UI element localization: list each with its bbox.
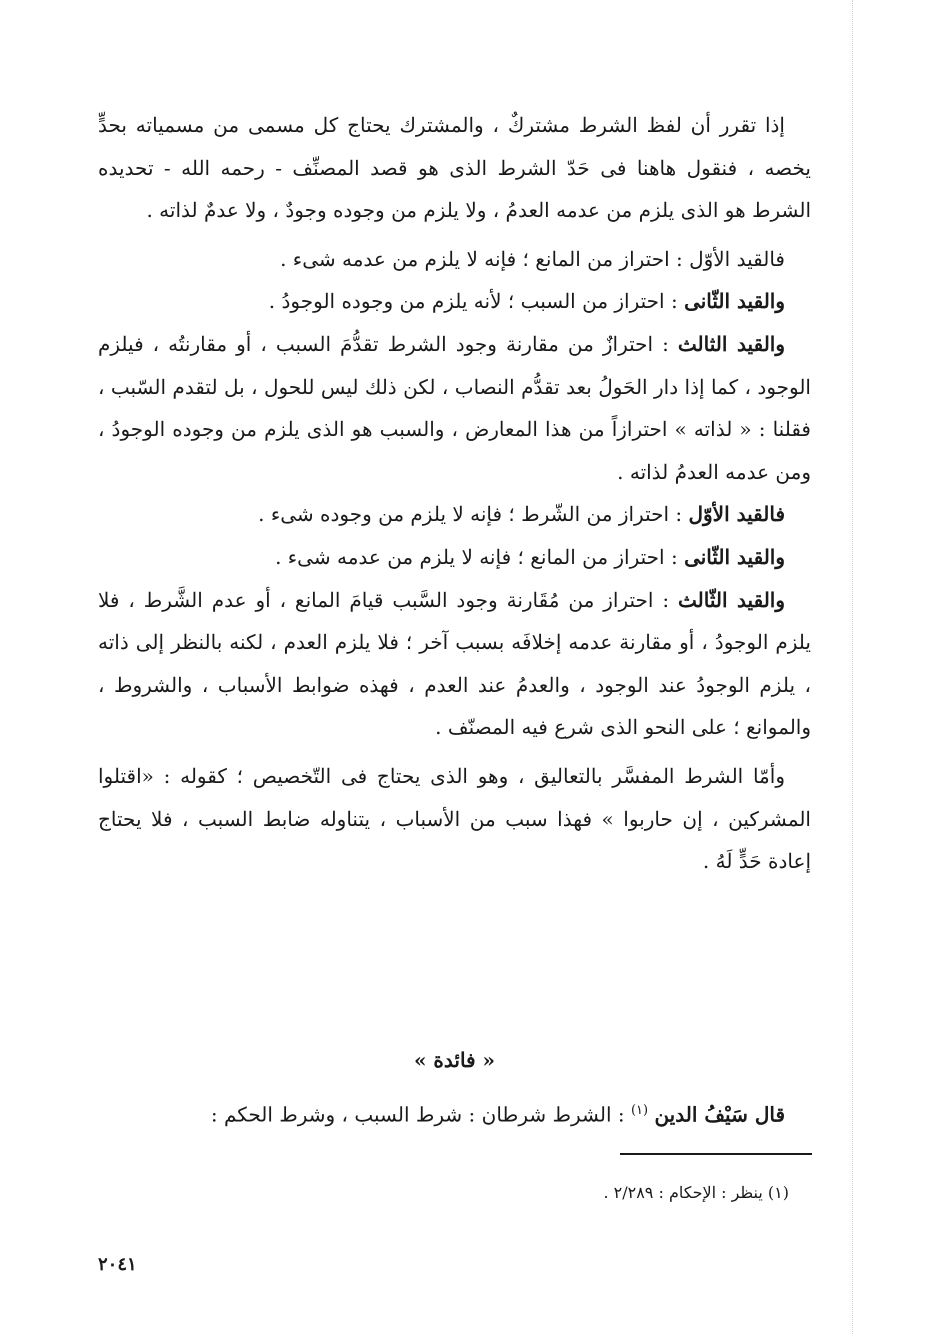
paragraph-label: والقيد الثالث [677, 331, 786, 356]
section-heading: « فائدة » [413, 1048, 496, 1072]
paragraph-cause-first-restriction [98, 493, 811, 536]
footnote: (١) ينظر : الإحكام : ٢/٢٨٩ . [603, 1183, 789, 1202]
paragraph-text: : احتراز من السبب ؛ لأنه يلزم من وجوده الوجودُ . [268, 289, 685, 314]
closing-line-text: : الشرط شرطان : شرط السبب ، وشرط الحكم : [210, 1102, 631, 1127]
main-text [98, 104, 811, 883]
paragraph-condition-third-restriction [98, 323, 811, 493]
page-edge-mark [852, 0, 853, 1334]
paragraph-condition-second-restriction [98, 280, 811, 323]
paragraph-conditional-clauses-text: وأمّا الشرط المفسَّر بالتعاليق ، وهو الذى يحتاج فى التّخصيص ؛ كقوله : «اقتلوا المشركين ، إن حاربوا » فهذا سبب من الأسباب ، يتناوله ضابط السبب ، فلا يحتاج إعادة حَدٍّ لَهُ . [98, 763, 811, 874]
paragraph-text: : احتراز من الشّرط ؛ فإنه لا يلزم من وجوده شىء . [258, 502, 689, 527]
paragraph-label: فالقيد الأوّل [688, 502, 785, 527]
paragraph-cause-third-restriction [98, 579, 811, 749]
paragraph-conditional-clauses [98, 755, 811, 883]
page-number: ٢٠٤١ [98, 1254, 137, 1275]
footnote-divider [620, 1153, 812, 1155]
closing-line-label: قال سَيْفُ الدين [654, 1102, 785, 1127]
paragraph-text: : احتراز من المانع ؛ فإنه لا يلزم من عدمه شىء . [275, 544, 685, 569]
paragraph-text: : احترازٌ من مقارنة وجود الشرط تقدُّمَ السبب ، أو مقارنتُه ، فيلزم الوجود ، كما إذا دار الحَولُ بعد تقدُّم النصاب ، لكن ذلك ليس للحول ، بل لتقدم السّبب ، فقلنا : « لذاته » احترازاً من هذا المعارض ، والسبب هو الذى يلزم من وجوده الوجودُ ، ومن عدمه العدمُ لذاته . [98, 331, 811, 484]
paragraph-intro-text: إذا تقرر أن لفظ الشرط مشتركٌ ، والمشترك يحتاج كل مسمى من مسمياته بحدٍّ يخصه ، فنقول هاهنا فى حَدّ الشرط الذى هو قصد المصنِّف - رحمه الله - تحديده الشرط هو الذى يلزم من عدمه العدمُ ، ولا يلزم من وجوده وجودٌ ، ولا عدمٌ لذاته . [98, 113, 811, 223]
paragraph-label: والقيد الثّانى [684, 544, 785, 569]
closing-line [98, 1090, 811, 1136]
footnote-reference: (١) [630, 1103, 649, 1118]
paragraph-label: والقيد الثّانى [684, 289, 785, 314]
paragraph-condition-first-restriction-text: فالقيد الأوّل : احتراز من المانع ؛ فإنه لا يلزم من عدمه شىء . [280, 246, 785, 271]
paragraph-label: والقيد الثّالث [678, 587, 786, 612]
paragraph-text: : احتراز من مُقَارنة وجود السَّبب قيامَ المانع ، أو عدم الشَّرط ، فلا يلزم الوجودُ ، أو مقارنة عدمه إخلافَه بسبب آخر ؛ فلا يلزم العدم ، لكنه بالنظر إلى ذاته ، يلزم الوجودُ عند الوجود ، والعدمُ عند العدم ، فهذه ضوابط الأسباب ، والشروط ، والموانع ؛ على النحو الذى شرع فيه المصنّف . [98, 587, 811, 740]
paragraph-intro [98, 104, 811, 232]
paragraph-cause-second-restriction [98, 536, 811, 579]
paragraph-condition-first-restriction [98, 238, 811, 281]
